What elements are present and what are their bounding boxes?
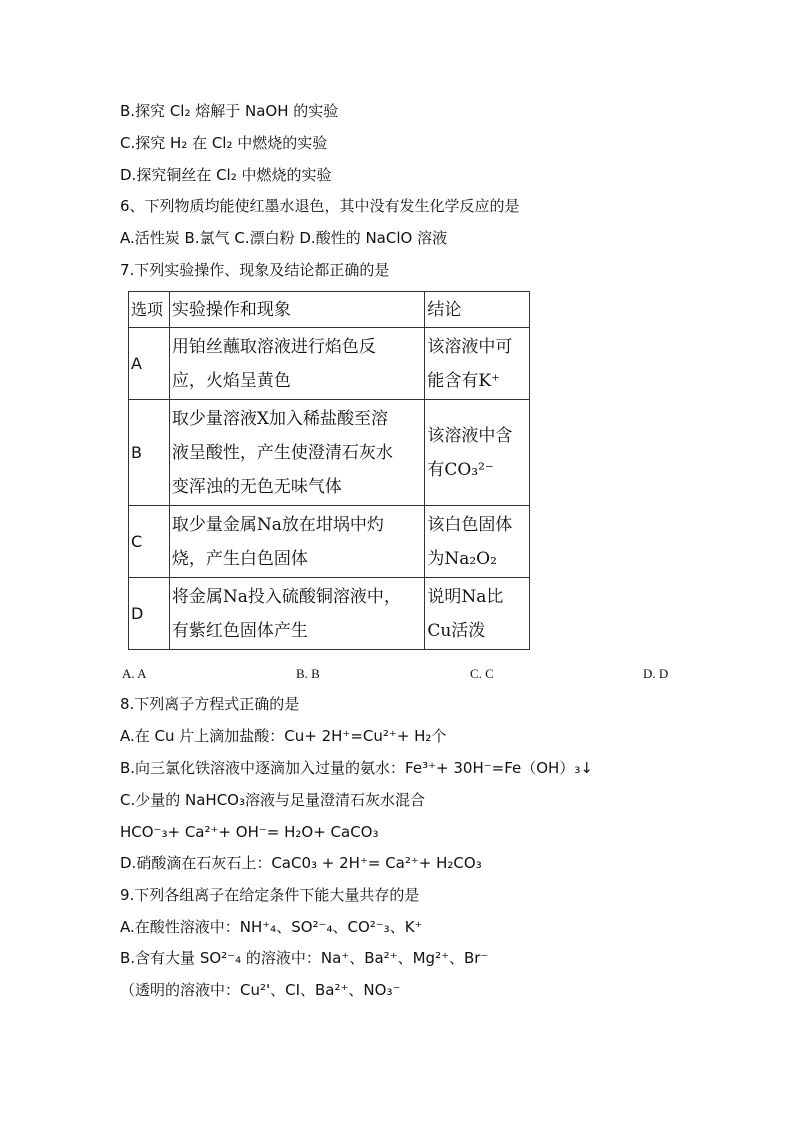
row-a-option: A (129, 328, 170, 400)
row-a-op-line1: 用铂丝蘸取溶液进行焰色反 (171, 336, 376, 357)
row-c-op-line1: 取少量金属Na放在坩埚中灼 (171, 514, 384, 535)
row-b-op-line3: 变浑浊的无色无味气体 (171, 476, 342, 497)
header-option: 选项 (129, 292, 170, 328)
row-b-con-line2: 有CO₃²⁻ (427, 459, 494, 480)
row-d-con-line1: 说明Na比 (427, 586, 504, 607)
header-operation: 实验操作和现象 (169, 292, 424, 328)
option-d-copper-cl2: D.探究铜丝在 Cl₂ 中燃烧的实验 (120, 166, 332, 184)
row-b-con-line1: 该溶液中含 (427, 425, 513, 446)
row-d-op-line1: 将金属Na投入硫酸铜溶液中， (171, 586, 401, 607)
row-b-operation (169, 400, 424, 506)
row-c-con-line2: 为Na₂O₂ (427, 548, 497, 569)
choice-b: B. B (296, 666, 320, 681)
choice-c: C. C (470, 666, 494, 681)
row-d-operation (169, 578, 424, 650)
table-header-row (129, 292, 530, 328)
question-9: 9.下列各组离子在给定条件下能大量共存的是 (120, 886, 420, 904)
question-9-option-b: B.含有大量 SO²⁻₄ 的溶液中：Na⁺、Ba²⁺、Mg²⁺、Br⁻ (120, 949, 489, 967)
experiment-table (128, 291, 530, 650)
header-conclusion: 结论 (425, 292, 530, 328)
question-9-option-a: A.在酸性溶液中：NH⁺₄、SO²⁻₄、CO²⁻₃、K⁺ (120, 918, 423, 936)
row-d-op-line2: 有紫红色固体产生 (171, 620, 308, 641)
row-d-con-line2: Cu活泼 (427, 620, 486, 641)
row-b-option: B (129, 400, 170, 506)
row-b-op-line1: 取少量溶液X加入稀盐酸至溶 (171, 408, 388, 429)
choice-a: A. A (122, 666, 147, 681)
row-c-option: C (129, 506, 170, 578)
question-6-options: A.活性炭 B.氯气 C.漂白粉 D.酸性的 NaClO 溶液 (120, 229, 448, 247)
question-8: 8.下列离子方程式正确的是 (120, 695, 300, 713)
row-d-option: D (129, 578, 170, 650)
row-c-op-line2: 烧，产生白色固体 (171, 548, 308, 569)
row-a-con-line2: 能含有K⁺ (427, 370, 501, 391)
question-8-option-c-equation: HCO⁻₃+ Ca²⁺+ OH⁻= H₂O+ CaCO₃ (120, 823, 379, 841)
choice-d: D. D (643, 666, 669, 681)
row-c-conclusion (425, 506, 530, 578)
row-d-conclusion (425, 578, 530, 650)
table-row (129, 328, 530, 400)
question-8-option-a: A.在 Cu 片上滴加盐酸：Cu+ 2H⁺=Cu²⁺+ H₂个 (120, 727, 447, 745)
table-row (129, 400, 530, 506)
question-9-option-c: （透明的溶液中：Cu²'、CI、Ba²⁺、NO₃⁻ (120, 981, 401, 999)
table-row (129, 506, 530, 578)
question-8-option-c: C.少量的 NaHCO₃溶液与足量澄清石灰水混合 (120, 791, 425, 809)
row-c-operation (169, 506, 424, 578)
option-b-cl2-naoh: B.探究 Cl₂ 熔解于 NaOH 的实验 (120, 102, 339, 120)
question-8-option-d: D.硝酸滴在石灰石上：CaC0₃ + 2H⁺= Ca²⁺+ H₂CO₃ (120, 854, 482, 872)
row-b-conclusion (425, 400, 530, 506)
row-a-con-line1: 该溶液中可 (427, 336, 513, 357)
row-a-conclusion (425, 328, 530, 400)
row-c-con-line1: 该白色固体 (427, 514, 513, 535)
row-a-operation (169, 328, 424, 400)
question-6: 6、下列物质均能使红墨水退色，其中没有发生化学反应的是 (120, 197, 520, 215)
table-row (129, 578, 530, 650)
option-c-h2-cl2: C.探究 H₂ 在 Cl₂ 中燃烧的实验 (120, 134, 328, 152)
row-b-op-line2: 液呈酸性，产生使澄清石灰水 (171, 442, 393, 463)
row-a-op-line2: 应，火焰呈黄色 (171, 370, 291, 391)
question-8-option-b: B.向三氯化铁溶液中逐滴加入过量的氨水：Fe³⁺+ 30H⁻=Fe（OH）₃↓ (120, 759, 593, 777)
question-7: 7.下列实验操作、现象及结论都正确的是 (120, 261, 390, 279)
